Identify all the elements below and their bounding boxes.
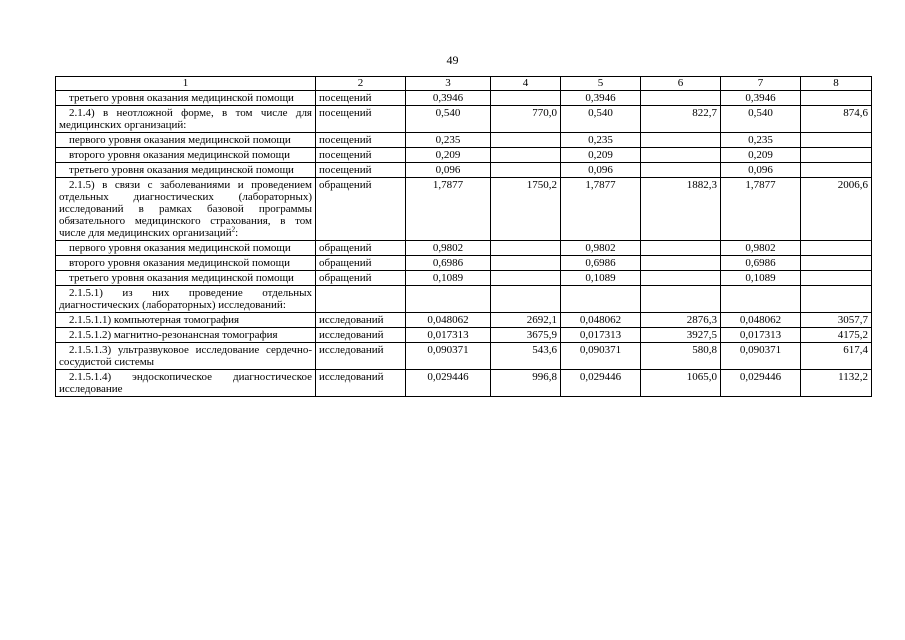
unit-cell: обращений [316,271,406,286]
table-row [56,133,872,148]
table-body [56,91,872,397]
row-name-cell [56,148,316,163]
value-col-8 [801,91,872,106]
value-col-3: 0,540 [406,106,491,133]
table-row [56,313,872,328]
row-name-cell [56,133,316,148]
row-name-cell [56,241,316,256]
value-col-7: 0,029446 [721,370,801,397]
unit-cell: исследований [316,328,406,343]
table-row [56,256,872,271]
value-col-8: 3057,7 [801,313,872,328]
value-col-6: 580,8 [641,343,721,370]
value-col-6 [641,286,721,313]
value-col-5: 0,048062 [561,313,641,328]
value-col-7: 0,090371 [721,343,801,370]
value-col-5: 0,029446 [561,370,641,397]
row-name-cell [56,256,316,271]
value-col-3: 0,1089 [406,271,491,286]
value-col-5: 0,9802 [561,241,641,256]
value-col-7 [721,286,801,313]
unit-cell: исследований [316,370,406,397]
value-col-6: 1882,3 [641,178,721,241]
value-col-4 [491,148,561,163]
value-col-4 [491,286,561,313]
value-col-8: 617,4 [801,343,872,370]
value-col-6: 1065,0 [641,370,721,397]
unit-cell: посещений [316,91,406,106]
row-name: второго уровня оказания медицинской помощи [69,257,290,269]
value-col-5: 0,6986 [561,256,641,271]
value-col-4: 996,8 [491,370,561,397]
row-name-cell [56,106,316,133]
value-col-4: 543,6 [491,343,561,370]
value-col-4: 3675,9 [491,328,561,343]
row-name-cell [56,271,316,286]
row-name-cell [56,286,316,313]
column-header-2: 2 [316,77,406,91]
value-col-6: 2876,3 [641,313,721,328]
value-col-8 [801,133,872,148]
value-col-8: 2006,6 [801,178,872,241]
row-name: 2.1.5) в связи с заболеваниями и проведением отдельных диагностических (лабораторных) исследований в рамках базовой программы обязательного медицинского страхования, в том числе для медицинских организаций [59,179,312,239]
value-col-5: 0,096 [561,163,641,178]
value-col-4: 2692,1 [491,313,561,328]
table-row [56,328,872,343]
value-col-4 [491,241,561,256]
value-col-5: 0,1089 [561,271,641,286]
row-name: 2.1.5.1) из них проведение отдельных диагностических (лабораторных) исследований: [59,287,312,311]
row-name-tail: : [235,227,239,239]
value-col-6 [641,241,721,256]
value-col-8: 1132,2 [801,370,872,397]
value-col-8: 874,6 [801,106,872,133]
value-col-7: 0,1089 [721,271,801,286]
value-col-5: 0,090371 [561,343,641,370]
unit-cell: обращений [316,178,406,241]
row-name-cell [56,328,316,343]
row-name: 2.1.5.1.1) компьютерная томография [69,314,240,326]
column-header-6: 6 [641,77,721,91]
column-header-1: 1 [56,77,316,91]
value-col-8 [801,256,872,271]
value-col-8 [801,271,872,286]
value-col-7: 0,540 [721,106,801,133]
table-row [56,106,872,133]
value-col-5: 0,235 [561,133,641,148]
column-header-5: 5 [561,77,641,91]
value-col-3: 0,3946 [406,91,491,106]
column-header-4: 4 [491,77,561,91]
value-col-6 [641,148,721,163]
value-col-6 [641,91,721,106]
value-col-3: 0,090371 [406,343,491,370]
row-name: 2.1.5.1.2) магнитно-резонансная томография [69,329,278,341]
row-name-cell [56,313,316,328]
row-name-cell [56,91,316,106]
value-col-7: 1,7877 [721,178,801,241]
value-col-3: 0,209 [406,148,491,163]
value-col-3: 0,6986 [406,256,491,271]
value-col-6 [641,163,721,178]
value-col-4 [491,133,561,148]
value-col-4 [491,271,561,286]
value-col-8 [801,163,872,178]
value-col-8: 4175,2 [801,328,872,343]
column-header-8: 8 [801,77,872,91]
value-col-6: 3927,5 [641,328,721,343]
table-row [56,91,872,106]
table-row [56,271,872,286]
value-col-3: 0,029446 [406,370,491,397]
value-col-5 [561,286,641,313]
tariff-table [55,76,872,397]
row-name: третьего уровня оказания медицинской помощи [69,92,294,104]
row-name-cell [56,343,316,370]
value-col-7: 0,6986 [721,256,801,271]
value-col-7: 0,235 [721,133,801,148]
row-name-cell [56,163,316,178]
unit-cell: исследований [316,313,406,328]
row-name: 2.1.5.1.3) ультразвуковое исследование сердечно-сосудистой системы [59,344,312,368]
page-number: 49 [446,53,459,67]
row-name: первого уровня оказания медицинской помощи [69,134,291,146]
row-name: первого уровня оказания медицинской помощи [69,242,291,254]
value-col-3: 0,9802 [406,241,491,256]
value-col-7: 0,209 [721,148,801,163]
value-col-3: 0,017313 [406,328,491,343]
value-col-8 [801,286,872,313]
value-col-4: 770,0 [491,106,561,133]
row-name: третьего уровня оказания медицинской помощи [69,272,294,284]
value-col-8 [801,148,872,163]
value-col-3: 0,235 [406,133,491,148]
footnote-marker: 2 [231,225,236,234]
row-name-cell [56,370,316,397]
value-col-3: 0,048062 [406,313,491,328]
unit-cell: исследований [316,343,406,370]
unit-cell: обращений [316,241,406,256]
table-row [56,286,872,313]
value-col-5: 0,017313 [561,328,641,343]
column-header-3: 3 [406,77,491,91]
unit-cell: посещений [316,148,406,163]
unit-cell: посещений [316,133,406,148]
value-col-7: 0,3946 [721,91,801,106]
column-header-7: 7 [721,77,801,91]
value-col-8 [801,241,872,256]
table-row [56,370,872,397]
table-row [56,241,872,256]
value-col-4 [491,91,561,106]
header-row [56,77,872,91]
value-col-3: 1,7877 [406,178,491,241]
value-col-4: 1750,2 [491,178,561,241]
value-col-6: 822,7 [641,106,721,133]
row-name: второго уровня оказания медицинской помощи [69,149,290,161]
table-row [56,178,872,241]
unit-cell [316,286,406,313]
table-row [56,148,872,163]
unit-cell: обращений [316,256,406,271]
value-col-4 [491,163,561,178]
table-row [56,343,872,370]
unit-cell: посещений [316,106,406,133]
value-col-3: 0,096 [406,163,491,178]
value-col-5: 0,3946 [561,91,641,106]
value-col-5: 0,540 [561,106,641,133]
row-name-cell [56,178,316,241]
value-col-6 [641,271,721,286]
row-name: третьего уровня оказания медицинской помощи [69,164,294,176]
row-name: 2.1.4) в неотложной форме, в том числе для медицинских организаций: [59,107,312,131]
table-row [56,163,872,178]
value-col-5: 0,209 [561,148,641,163]
value-col-3 [406,286,491,313]
value-col-4 [491,256,561,271]
value-col-7: 0,096 [721,163,801,178]
value-col-6 [641,133,721,148]
value-col-7: 0,048062 [721,313,801,328]
value-col-6 [641,256,721,271]
unit-cell: посещений [316,163,406,178]
row-name: 2.1.5.1.4) эндоскопическое диагностическое исследование [59,371,312,395]
value-col-7: 0,9802 [721,241,801,256]
value-col-5: 1,7877 [561,178,641,241]
value-col-7: 0,017313 [721,328,801,343]
